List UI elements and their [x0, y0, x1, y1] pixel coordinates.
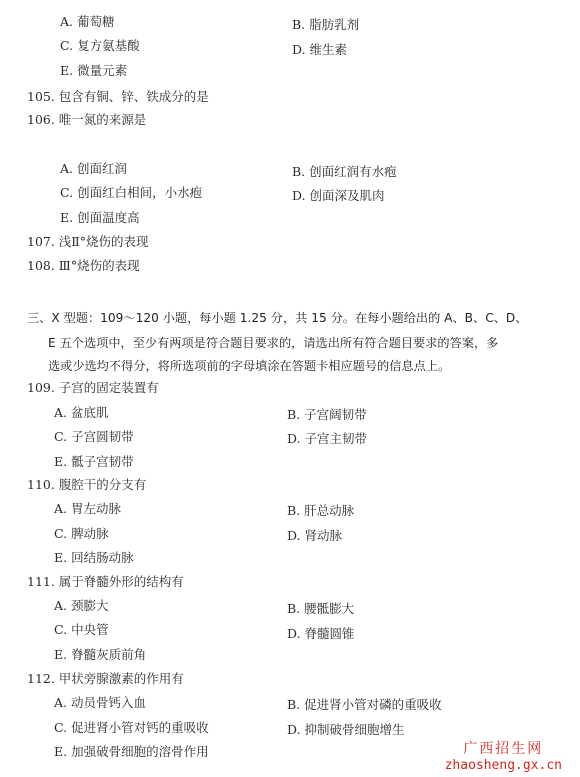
option-a: A. 葡萄糖 — [60, 14, 115, 29]
option-c: C. 促进肾小管对钙的重吸收 — [54, 720, 209, 735]
option-e: E. 脊髓灰质前角 — [54, 647, 147, 662]
question-105: 105. 包含有铜、锌、铁成分的是 — [27, 89, 209, 104]
option-d: D. 脊髓圆锥 — [287, 626, 355, 641]
option-d: D. 创面深及肌肉 — [292, 188, 385, 203]
option-e: E. 骶子宫韧带 — [54, 454, 134, 469]
option-e: E. 回结肠动脉 — [54, 550, 134, 565]
question-112: 112. 甲状旁腺激素的作用有 — [27, 671, 184, 686]
site-watermark — [445, 738, 562, 773]
option-c: C. 中央管 — [54, 622, 109, 637]
site-url: zhaosheng.gx.cn — [444, 758, 562, 773]
option-b: B. 子宫阔韧带 — [287, 407, 367, 422]
option-a: A. 动员骨钙入血 — [54, 695, 146, 710]
option-e: E. 加强破骨细胞的溶骨作用 — [54, 744, 209, 759]
option-a: A. 胃左动脉 — [54, 501, 121, 516]
option-c: C. 复方氨基酸 — [60, 38, 140, 53]
option-a: A. 创面红润 — [60, 161, 127, 176]
option-c: C. 创面红白相间，小水疱 — [60, 185, 203, 200]
section-instruction: 选或少选均不得分，将所选项前的字母填涂在答题卡相应题号的信息点上。 — [48, 359, 451, 373]
question-109: 109. 子宫的固定装置有 — [27, 380, 159, 395]
option-a: A. 颈膨大 — [54, 598, 109, 613]
option-a: A. 盆底肌 — [54, 405, 109, 420]
option-b: B. 肝总动脉 — [287, 503, 355, 518]
option-e: E. 创面温度高 — [60, 210, 140, 225]
question-106: 106. 唯一氮的来源是 — [27, 112, 147, 127]
option-d: D. 维生素 — [292, 42, 348, 57]
option-b: B. 促进肾小管对磷的重吸收 — [287, 697, 442, 712]
option-b: B. 创面红润有水疱 — [292, 164, 397, 179]
option-c: C. 脾动脉 — [54, 526, 109, 541]
option-c: C. 子宫圆韧带 — [54, 429, 134, 444]
question-107: 107. 浅Ⅱ°烧伤的表现 — [27, 234, 149, 249]
question-110: 110. 腹腔干的分支有 — [27, 477, 147, 492]
option-d: D. 子宫主韧带 — [287, 431, 368, 446]
question-108: 108. Ⅲ°烧伤的表现 — [27, 258, 140, 273]
option-b: B. 脂肪乳剂 — [292, 17, 360, 32]
site-name: 广西招生网 — [463, 741, 544, 757]
section-instruction: E 五个选项中，至少有两项是符合题目要求的，请选出所有符合题目要求的答案，多 — [48, 336, 499, 350]
option-d: D. 肾动脉 — [287, 528, 343, 543]
option-e: E. 微量元素 — [60, 63, 128, 78]
question-111: 111. 属于脊髓外形的结构有 — [27, 574, 184, 589]
option-d: D. 抑制破骨细胞增生 — [287, 722, 405, 737]
option-b: B. 腰骶膨大 — [287, 601, 355, 616]
section-heading: 三、X 型题：109～120 小题，每小题 1.25 分，共 15 分。在每小题给出的 A、B、C、D、 — [27, 311, 528, 325]
